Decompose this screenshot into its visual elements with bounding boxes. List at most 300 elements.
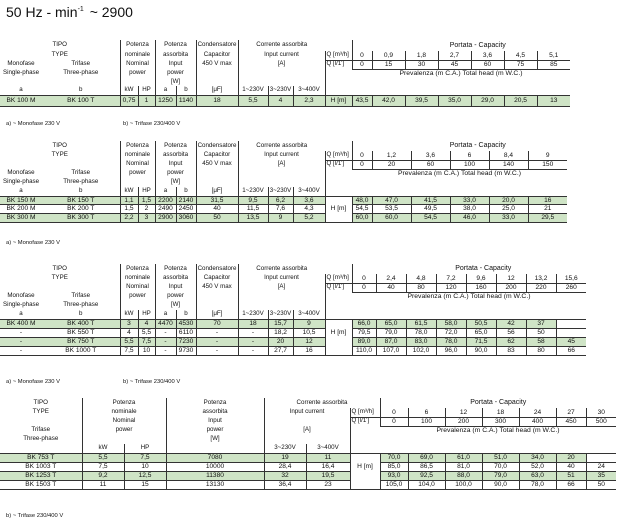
watt-value: - <box>155 337 176 346</box>
three-phase-label: Three-phase <box>63 178 99 186</box>
col-3-400-label: 3~400V <box>293 86 325 95</box>
watt-value: 10000 <box>166 462 264 471</box>
q-m3h-value: 3,6 <box>411 151 450 160</box>
power-input-header: Potenza <box>166 398 264 408</box>
power-nominal-en: Nominal <box>120 283 155 292</box>
current-unit: [A] <box>238 160 325 169</box>
col-b-label: b <box>42 86 120 95</box>
watt-value: 2200 <box>155 196 176 204</box>
three-phase-label: Three-phase <box>63 301 99 309</box>
capacity-header: Portata - Capacity <box>380 398 616 408</box>
current-value: 4,3 <box>293 204 325 213</box>
col-kw-label: kW <box>120 86 138 95</box>
current-value: 9 <box>268 213 293 222</box>
q-m3h-value: 2,4 <box>376 274 406 283</box>
col-a-label: a <box>0 86 42 95</box>
type-header: TYPE <box>51 51 68 59</box>
q-lt-value: 300 <box>482 417 519 426</box>
q-m3h-value: 0 <box>352 151 372 160</box>
monofase-label: Monofase <box>7 169 35 177</box>
head-value: 54,5 <box>352 204 372 213</box>
q-lt-value: 260 <box>556 283 586 292</box>
power-nominal-header: Potenza <box>82 398 166 408</box>
table-bk150-300 <box>0 141 623 223</box>
power-input-en-2: power <box>155 69 196 78</box>
power-nominal-header: Potenza <box>120 40 155 51</box>
current-value: 23 <box>306 480 350 489</box>
head-value: 25,0 <box>489 204 528 213</box>
head-value: 70,0 <box>482 462 519 471</box>
current-value: 5,5 <box>238 95 268 106</box>
power-nominal-header: Potenza <box>120 141 155 151</box>
head-value: 93,0 <box>380 471 408 480</box>
current-value: 18 <box>238 319 268 328</box>
model-name: BK 400 T <box>42 319 120 328</box>
capacity-header: Portata - Capacity <box>352 264 614 274</box>
head-value: 69,0 <box>408 453 445 462</box>
current-unit: [A] <box>238 60 325 69</box>
capacitor-header: Condensatore <box>196 141 238 151</box>
power-input-unit: [W] <box>166 435 264 444</box>
col-hp-label: HP <box>138 86 155 95</box>
note-single-phase: a) ~ Monofase 230 V <box>6 240 60 246</box>
capacitor-header-en: Capacitor <box>196 151 238 160</box>
q-lt-label: Q [l/1'] <box>325 60 352 69</box>
watt-value: 2900 <box>155 213 176 222</box>
col-a-label: a <box>155 310 176 319</box>
watt-value: 2490 <box>155 204 176 213</box>
kw-value: 4 <box>120 328 138 337</box>
head-header: Prevalenza (m C.A.) Total head (m W.C.) <box>380 426 616 435</box>
capacitor-voltage: 450 V max <box>196 160 238 169</box>
three-phase-label: Three-phase <box>63 69 99 77</box>
kw-value: 5,5 <box>120 337 138 346</box>
monofase-label: Monofase <box>7 60 35 68</box>
table-bk100 <box>0 40 623 107</box>
head-header: Prevalenza (m C.A.) Total head (m W.C.) <box>352 69 570 78</box>
power-input-header: Potenza <box>155 141 196 151</box>
q-m3h-value: 0 <box>352 51 372 60</box>
head-value: 45 <box>556 337 586 346</box>
capacitor-value: - <box>196 346 238 355</box>
head-value: 70,0 <box>380 453 408 462</box>
note-three-phase: b) ~ Trifase 230/400 V <box>123 379 181 385</box>
capacity-header: Portata - Capacity <box>352 141 603 151</box>
type-header: TYPE <box>51 151 68 159</box>
single-phase-label: Single-phase <box>2 301 40 309</box>
head-value: 107,0 <box>376 346 406 355</box>
head-value: 34,0 <box>519 453 556 462</box>
capacitor-value: - <box>196 337 238 346</box>
current-value: 10,5 <box>293 328 325 337</box>
q-lt-value: 45 <box>438 60 471 69</box>
watt-value: 4530 <box>176 319 196 328</box>
col-uf-label: [μF] <box>196 187 238 196</box>
power-input-header-2: assorbita <box>155 51 196 60</box>
power-nominal-en-2: power <box>82 426 166 435</box>
head-value: 16 <box>528 196 567 204</box>
tipo-header: TIPO <box>52 264 67 272</box>
capacitor-value: 70 <box>196 319 238 328</box>
head-value: 88,0 <box>445 471 482 480</box>
head-value: 72,0 <box>436 328 466 337</box>
three-phase-label: Three-phase <box>23 435 59 443</box>
power-nominal-en: Nominal <box>82 417 166 426</box>
tipo-header: TIPO <box>52 41 67 49</box>
col-1-230-label: 1~230V <box>238 310 268 319</box>
capacitor-value: - <box>196 328 238 337</box>
head-value: 100,0 <box>445 480 482 489</box>
q-lt-value: 40 <box>376 283 406 292</box>
current-value: - <box>238 328 268 337</box>
hp-value: 1 <box>138 95 155 106</box>
current-value: 18,2 <box>268 328 293 337</box>
type-header: TYPE <box>51 274 68 282</box>
q-lt-label: Q [l/1'] <box>350 417 380 426</box>
speed-label: ~ 2900 <box>89 4 133 20</box>
watt-value: 1140 <box>176 95 196 106</box>
current-value: 5,2 <box>293 213 325 222</box>
col-b-label: b <box>42 310 120 319</box>
kw-value: 1,1 <box>120 196 138 204</box>
watt-value: 6110 <box>176 328 196 337</box>
q-lt-value: 80 <box>406 283 436 292</box>
col-b-label: b <box>42 187 120 196</box>
col-3-230-label: 3~230V <box>264 444 306 453</box>
current-value: 36,4 <box>264 480 306 489</box>
head-value: 78,0 <box>406 328 436 337</box>
current-value: 20 <box>268 337 293 346</box>
kw-value: 7,5 <box>120 346 138 355</box>
power-nominal-en-2: power <box>120 69 155 78</box>
head-value: 78,0 <box>436 337 466 346</box>
current-header-en: Input current <box>264 408 350 417</box>
capacitor-value: 50 <box>196 213 238 222</box>
head-value: 80 <box>526 346 556 355</box>
power-input-en-2: power <box>155 169 196 178</box>
q-lt-value: 200 <box>445 417 482 426</box>
head-value: 50 <box>586 480 616 489</box>
q-m3h-value: 9,6 <box>466 274 496 283</box>
capacitor-voltage: 450 V max <box>196 283 238 292</box>
head-value: 42,0 <box>372 95 405 106</box>
trifase-label: Trifase <box>31 426 51 434</box>
hp-value: 15 <box>124 480 166 489</box>
q-lt-value: 500 <box>586 417 616 426</box>
watt-value: 2140 <box>176 196 196 204</box>
col-b-label: b <box>176 187 196 196</box>
head-value: 21 <box>528 204 567 213</box>
current-value: - <box>238 337 268 346</box>
single-phase-label: Single-phase <box>2 69 40 77</box>
watt-value: 2450 <box>176 204 196 213</box>
kw-value: 5,5 <box>82 453 124 462</box>
head-value: 60,0 <box>372 213 411 222</box>
kw-value: 9,2 <box>82 471 124 480</box>
hp-value: 2 <box>138 204 155 213</box>
watt-value: 11380 <box>166 471 264 480</box>
current-header: Corrente assorbita <box>238 141 325 151</box>
capacitor-value: 40 <box>196 204 238 213</box>
h-label: H [m] <box>325 328 352 337</box>
q-lt-value: 0 <box>352 160 372 169</box>
power-input-en: Input <box>155 60 196 69</box>
model-name: BK 100 T <box>42 95 120 106</box>
monofase-label: Monofase <box>7 292 35 300</box>
q-lt-value: 60 <box>411 160 450 169</box>
current-value: 11 <box>306 453 350 462</box>
head-value: 52,0 <box>519 462 556 471</box>
q-lt-label: Q [l/1'] <box>325 283 352 292</box>
current-value: 13,5 <box>238 213 268 222</box>
col-1-230-label: 1~230V <box>238 187 268 196</box>
head-value: 50 <box>526 328 556 337</box>
q-lt-value: 20 <box>372 160 411 169</box>
model-name: BK 1503 T <box>0 480 82 489</box>
power-input-en: Input <box>155 160 196 169</box>
head-value: 40 <box>556 462 586 471</box>
h-label: H [m] <box>325 95 352 106</box>
watt-value: - <box>155 346 176 355</box>
head-value: 20,0 <box>489 196 528 204</box>
head-value: 102,0 <box>406 346 436 355</box>
model-name: - <box>0 346 42 355</box>
head-value: 104,0 <box>408 480 445 489</box>
current-value: 7,6 <box>268 204 293 213</box>
head-value: 83,0 <box>406 337 436 346</box>
head-value: 66 <box>556 480 586 489</box>
watt-value: 7080 <box>166 453 264 462</box>
power-input-header: Potenza <box>155 264 196 274</box>
q-m3h-value: 12 <box>496 274 526 283</box>
q-m3h-value: 3,6 <box>471 51 504 60</box>
q-lt-value: 120 <box>436 283 466 292</box>
current-value: 4 <box>268 95 293 106</box>
power-input-header-2: assorbita <box>166 408 264 417</box>
current-header-en: Input current <box>238 151 325 160</box>
current-value: 28,4 <box>264 462 306 471</box>
q-lt-value: 75 <box>504 60 537 69</box>
capacitor-header: Condensatore <box>196 40 238 51</box>
head-value: 86,5 <box>408 462 445 471</box>
q-lt-value: 450 <box>556 417 586 426</box>
watt-value: 9730 <box>176 346 196 355</box>
col-kw-label: kW <box>120 187 138 196</box>
head-value: 105,0 <box>380 480 408 489</box>
head-value: 42 <box>496 319 526 328</box>
capacity-header: Portata - Capacity <box>352 40 603 51</box>
model-name: BK 1000 T <box>42 346 120 355</box>
q-m3h-value: 15,6 <box>556 274 586 283</box>
current-value: 16 <box>293 346 325 355</box>
hp-value: 10 <box>124 462 166 471</box>
hp-value: 12,5 <box>124 471 166 480</box>
q-m3h-value: 0 <box>352 274 376 283</box>
q-lt-value: 0 <box>352 283 376 292</box>
current-header: Corrente assorbita <box>264 398 380 408</box>
power-input-unit: [W] <box>155 178 196 187</box>
head-value: 63,0 <box>519 471 556 480</box>
watt-value: 13130 <box>166 480 264 489</box>
head-header: Prevalenza (m C.A.) Total head (m W.C.) <box>352 169 567 178</box>
q-m3h-value: 4,8 <box>406 274 436 283</box>
power-input-header: Potenza <box>155 40 196 51</box>
current-value: 15,7 <box>268 319 293 328</box>
current-value: 6,2 <box>268 196 293 204</box>
head-value: 79,0 <box>482 471 519 480</box>
power-input-unit: [W] <box>155 301 196 310</box>
q-m3h-label: Q [m³/h] <box>350 408 380 417</box>
current-unit: [A] <box>264 426 350 435</box>
head-value: 51,0 <box>482 453 519 462</box>
head-value: 66 <box>556 346 586 355</box>
head-value: 41,5 <box>411 196 450 204</box>
head-value: 35 <box>586 471 616 480</box>
watt-value: 7230 <box>176 337 196 346</box>
col-hp-label: HP <box>138 310 155 319</box>
current-value: 32 <box>264 471 306 480</box>
head-value: 56 <box>496 328 526 337</box>
power-nominal-en: Nominal <box>120 60 155 69</box>
q-lt-value: 220 <box>526 283 556 292</box>
q-m3h-label: Q [m³/h] <box>325 51 352 60</box>
current-value: 12 <box>293 337 325 346</box>
power-nominal-header: Potenza <box>120 264 155 274</box>
head-value: 87,0 <box>376 337 406 346</box>
hp-value: 1,5 <box>138 196 155 204</box>
head-value <box>556 319 586 328</box>
col-a-label: a <box>155 187 176 196</box>
q-lt-value: 400 <box>519 417 556 426</box>
model-name: BK 300 M <box>0 213 42 222</box>
capacitor-header-en: Capacitor <box>196 274 238 283</box>
head-value <box>586 453 616 462</box>
head-value: 61,0 <box>445 453 482 462</box>
head-value: 39,5 <box>405 95 438 106</box>
q-m3h-value: 0,9 <box>372 51 405 60</box>
power-input-header-2: assorbita <box>155 151 196 160</box>
head-value: 54,5 <box>411 213 450 222</box>
head-value: 38,0 <box>450 204 489 213</box>
hp-value: 3 <box>138 213 155 222</box>
q-m3h-value: 13,2 <box>526 274 556 283</box>
col-3-230-label: 3~230V <box>268 310 293 319</box>
q-lt-value: 15 <box>372 60 405 69</box>
tipo-header: TIPO <box>52 141 67 149</box>
q-lt-value: 150 <box>528 160 567 169</box>
q-m3h-value: 0 <box>380 408 408 417</box>
current-value: 2,3 <box>293 95 325 106</box>
q-lt-value: 60 <box>471 60 504 69</box>
q-lt-label: Q [l/1'] <box>325 160 352 169</box>
hp-value: 4 <box>138 319 155 328</box>
q-m3h-value: 4,5 <box>504 51 537 60</box>
power-input-header-2: assorbita <box>155 274 196 283</box>
watt-value: 3060 <box>176 213 196 222</box>
col-3-400-label: 3~400V <box>293 310 325 319</box>
q-lt-value: 85 <box>537 60 570 69</box>
current-value: 19,5 <box>306 471 350 480</box>
head-value: 79,0 <box>376 328 406 337</box>
head-value: 61,5 <box>406 319 436 328</box>
watt-value: 1250 <box>155 95 176 106</box>
q-lt-value: 160 <box>466 283 496 292</box>
q-lt-value: 140 <box>489 160 528 169</box>
q-m3h-value: 27 <box>556 408 586 417</box>
power-input-en: Input <box>166 417 264 426</box>
kw-value: 11 <box>82 480 124 489</box>
model-name: BK 200 M <box>0 204 42 213</box>
q-lt-value: 30 <box>405 60 438 69</box>
capacitor-value: 18 <box>196 95 238 106</box>
model-name: BK 150 T <box>42 196 120 204</box>
col-b-label: b <box>176 86 196 95</box>
model-name: - <box>0 328 42 337</box>
col-a-label: a <box>0 310 42 319</box>
note-three-phase: b) ~ Trifase 230/400 V <box>123 121 181 127</box>
trifase-label: Trifase <box>71 169 91 177</box>
note-three-phase: b) ~ Trifase 230/400 V <box>6 513 64 519</box>
table-bk400-1000 <box>0 264 623 356</box>
page-header <box>6 4 133 20</box>
q-m3h-value: 24 <box>519 408 556 417</box>
col-3-230-label: 3~230V <box>268 86 293 95</box>
q-lt-value: 100 <box>450 160 489 169</box>
model-name: BK 1253 T <box>0 471 82 480</box>
current-unit: [A] <box>238 283 325 292</box>
trifase-label: Trifase <box>71 60 91 68</box>
table-bk753-1503 <box>0 398 623 490</box>
col-a-label: a <box>155 86 176 95</box>
capacitor-value: 31,5 <box>196 196 238 204</box>
head-value: 50,5 <box>466 319 496 328</box>
head-value: 58,0 <box>436 319 466 328</box>
q-lt-value: 100 <box>408 417 445 426</box>
hp-value: 10 <box>138 346 155 355</box>
head-value: 33,0 <box>450 196 489 204</box>
current-value: 11,5 <box>238 204 268 213</box>
kw-value: 7,5 <box>82 462 124 471</box>
head-value: 43,5 <box>352 95 372 106</box>
power-nominal-en-2: power <box>120 169 155 178</box>
head-value: 66,0 <box>352 319 376 328</box>
q-m3h-value: 1,2 <box>372 151 411 160</box>
capacitor-voltage: 450 V max <box>196 60 238 69</box>
current-header-en: Input current <box>238 51 325 60</box>
col-3-400-label: 3~400V <box>306 444 350 453</box>
q-lt-value: 0 <box>380 417 408 426</box>
kw-value: 1,5 <box>120 204 138 213</box>
head-value: 60,0 <box>352 213 372 222</box>
head-value: 65,0 <box>376 319 406 328</box>
head-value: 89,0 <box>352 337 376 346</box>
head-value: 48,0 <box>352 196 372 204</box>
current-value: 27,7 <box>268 346 293 355</box>
head-value: 92,5 <box>408 471 445 480</box>
exponent: -1 <box>77 6 84 13</box>
watt-value: 4470 <box>155 319 176 328</box>
head-value: 29,5 <box>528 213 567 222</box>
kw-value: 0,75 <box>120 95 138 106</box>
col-1-230-label: 1~230V <box>238 86 268 95</box>
h-label: H [m] <box>325 204 352 213</box>
col-kw-label: kW <box>82 444 124 453</box>
power-nominal-en-2: power <box>120 292 155 301</box>
head-value: 24 <box>586 462 616 471</box>
col-hp-label: HP <box>124 444 166 453</box>
head-value: 20 <box>556 453 586 462</box>
model-name: BK 400 M <box>0 319 42 328</box>
